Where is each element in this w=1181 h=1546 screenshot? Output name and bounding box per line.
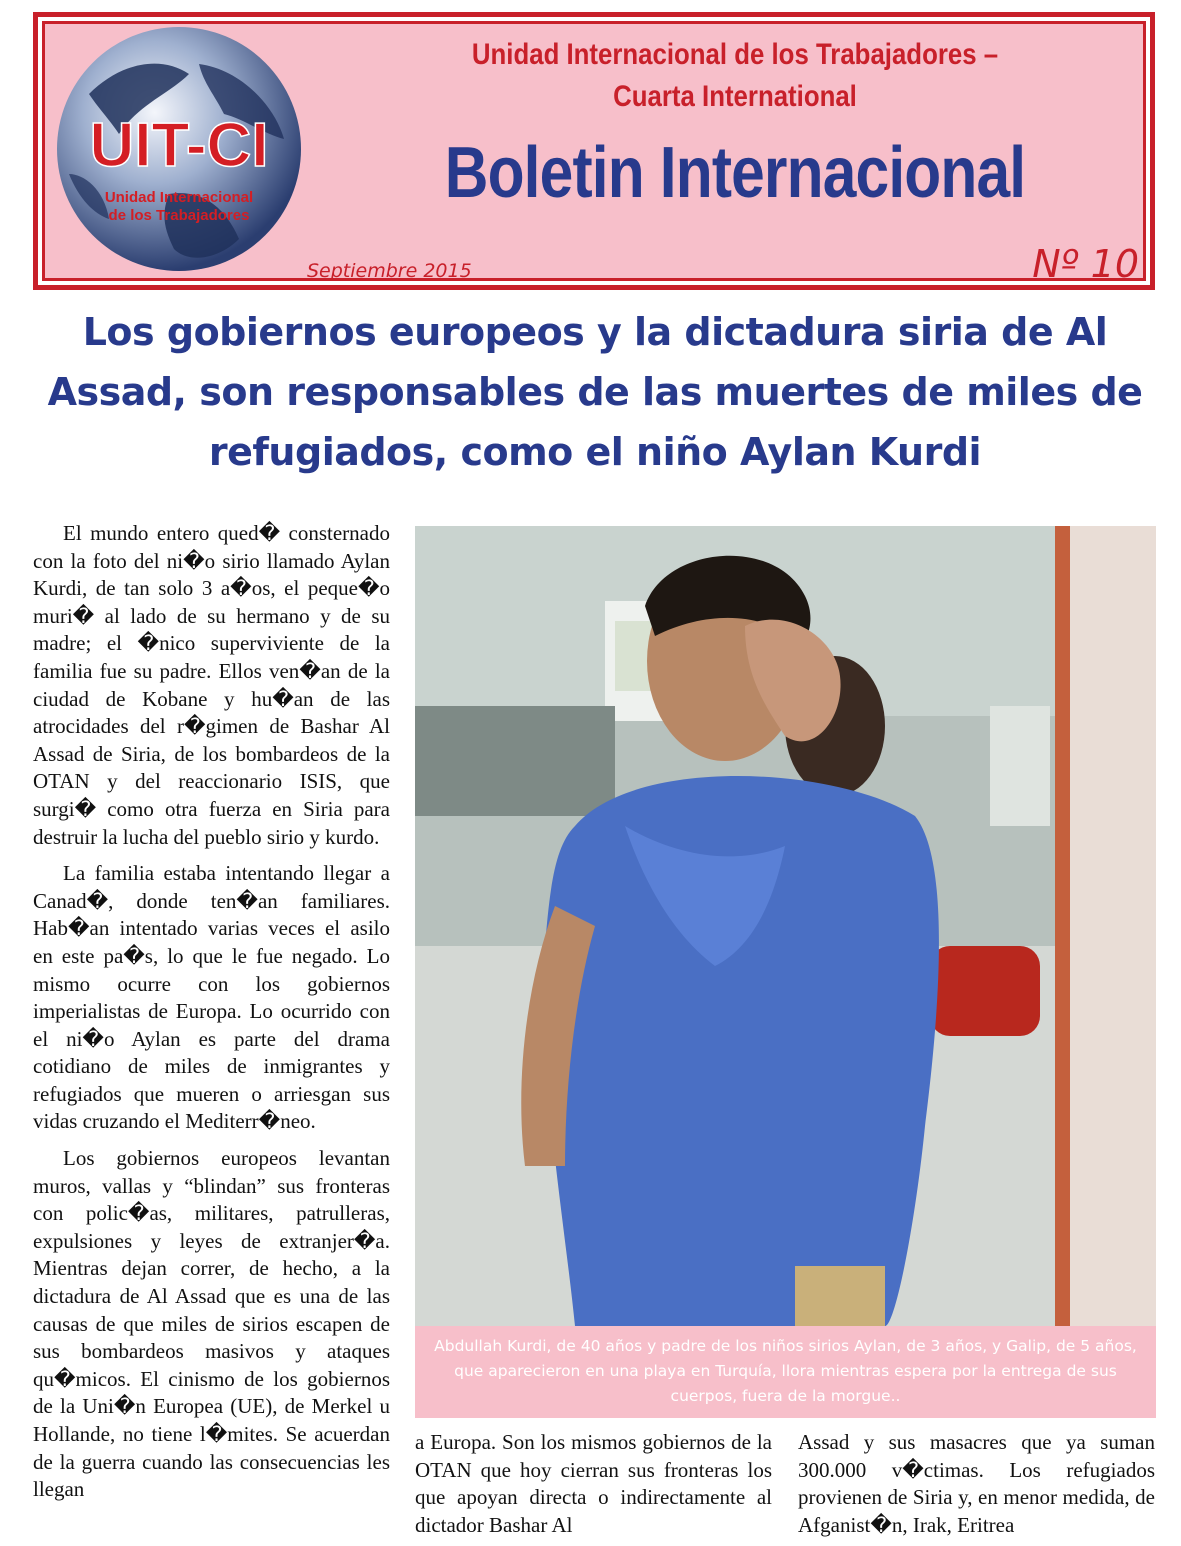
paragraph: El mundo entero qued� consternado con la foto del ni�o sirio llamado Aylan Kurdi, de tan solo 3 a�os, el peque�o muri� al lado de su hermano y de su madre; el �nico superviviente de la familia fue su padre. Ellos ven�an de la ciudad de Kobane y hu�an de las atrocidades del r�gimen de Bashar Al Assad de Siria, de los bombardeos de la OTAN y del reaccionario ISIS, que surgi� como otra fuerza en Siria para destruir la lucha del pueblo sirio y kurdo. xyxy=(33,521,390,849)
logo-sub-line2: de los Trabajadores xyxy=(108,207,250,224)
issue-number: Nº 10 xyxy=(1032,242,1139,286)
bulletin-title: Boletin Internacional xyxy=(444,133,1026,213)
right-column xyxy=(798,1429,1155,1539)
paragraph: Assad y sus masacres que ya suman 300.000 v�ctimas. Los refugiados provienen de Siria y, en menor medida, de Afganist�n, Irak, Eritrea xyxy=(798,1430,1155,1537)
paragraph: a Europa. Son los mismos gobiernos de la OTAN que hoy cierran sus fronteras los que apoyan directa o indirectamente al dictador Bashar Al xyxy=(415,1430,772,1537)
logo-main-text: UIT-CI xyxy=(89,111,269,180)
globe-logo-icon xyxy=(49,24,309,274)
middle-column xyxy=(415,1429,772,1539)
organization-name-line1: Unidad Internacional de los Trabajadores – xyxy=(471,38,999,71)
masthead-panel xyxy=(42,21,1146,286)
photo-caption: Abdullah Kurdi, de 40 años y padre de los niños sirios Aylan, de 3 años, y Galip, de 5 años, que aparecieron en una playa en Turquía, llora mientras espera por la entrega de sus cuerpos, fuera de la morgue.. xyxy=(415,1326,1156,1418)
article-headline: Los gobiernos europeos y la dictadura siria de Al Assad, son responsables de las muertes de miles de refugiados, como el niño Aylan Kurdi xyxy=(47,310,1143,474)
issue-date: Septiembre 2015 xyxy=(307,260,472,282)
paragraph: Los gobiernos europeos levantan muros, vallas y “blindan” sus fronteras con polic�as, militares, patrulleras, expulsiones y leyes de extranjer�a. Mientras dejan correr, de hecho, a la dictadura de Al Assad que es una de las causas de que miles de sirios escapen de sus bombardeos masivos y ataques qu�micos. El cinismo de los gobiernos de la Uni�n Europea (UE), de Merkel u Hollande, no tiene l�mites. Se acuerdan de la guerra cuando las consecuencias les llegan xyxy=(33,1146,390,1502)
logo-sub-line1: Unidad Internacional xyxy=(104,189,254,206)
organization-name-line2: Cuarta International xyxy=(613,80,857,113)
left-column xyxy=(33,520,390,1513)
masthead xyxy=(33,12,1155,290)
article-photo xyxy=(415,526,1156,1326)
paragraph: La familia estaba intentando llegar a Canad�, donde ten�an familiares. Hab�an intentado varias veces el asilo en este pa�s, lo que le fue negado. Lo mismo ocurre con los gobiernos imperialistas de Europa. Lo ocurrido con el ni�o Aylan es parte del drama cotidiano de miles de inmigrantes y refugiados que mueren o arriesgan sus vidas cruzando el Mediterr�neo. xyxy=(33,861,390,1134)
